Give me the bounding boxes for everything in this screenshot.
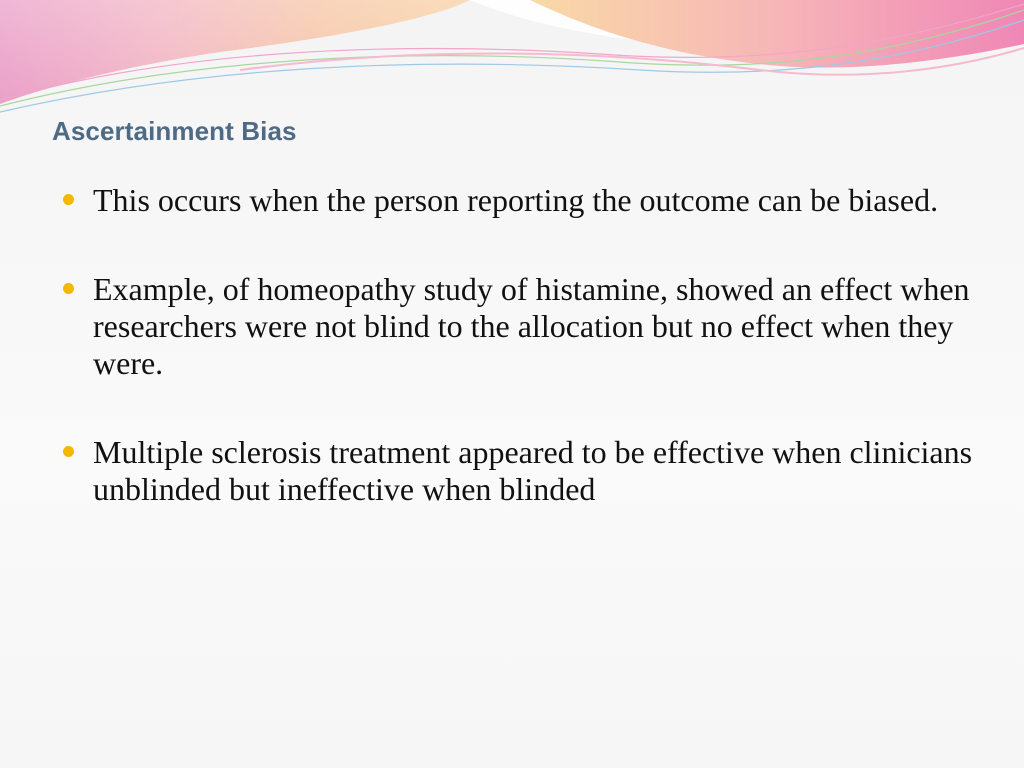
bullet-text: Multiple sclerosis treatment appeared to be effective when clinicians unblinded but ineffective when blinded	[93, 434, 973, 507]
decorative-wave-banner	[0, 0, 1024, 130]
bullet-dot-icon	[63, 283, 74, 294]
slide-title: Ascertainment Bias	[52, 116, 297, 146]
bullet-item	[60, 182, 980, 219]
bullet-list	[60, 182, 980, 508]
bullet-text: This occurs when the person reporting the outcome can be biased.	[93, 182, 939, 218]
bullet-item	[60, 434, 980, 508]
bullet-item	[60, 271, 980, 382]
bullet-text: Example, of homeopathy study of histamine, showed an effect when researchers were not blind to the allocation but no effect when they were.	[93, 271, 970, 381]
bullet-dot-icon	[63, 194, 74, 205]
bullet-dot-icon	[63, 446, 74, 457]
